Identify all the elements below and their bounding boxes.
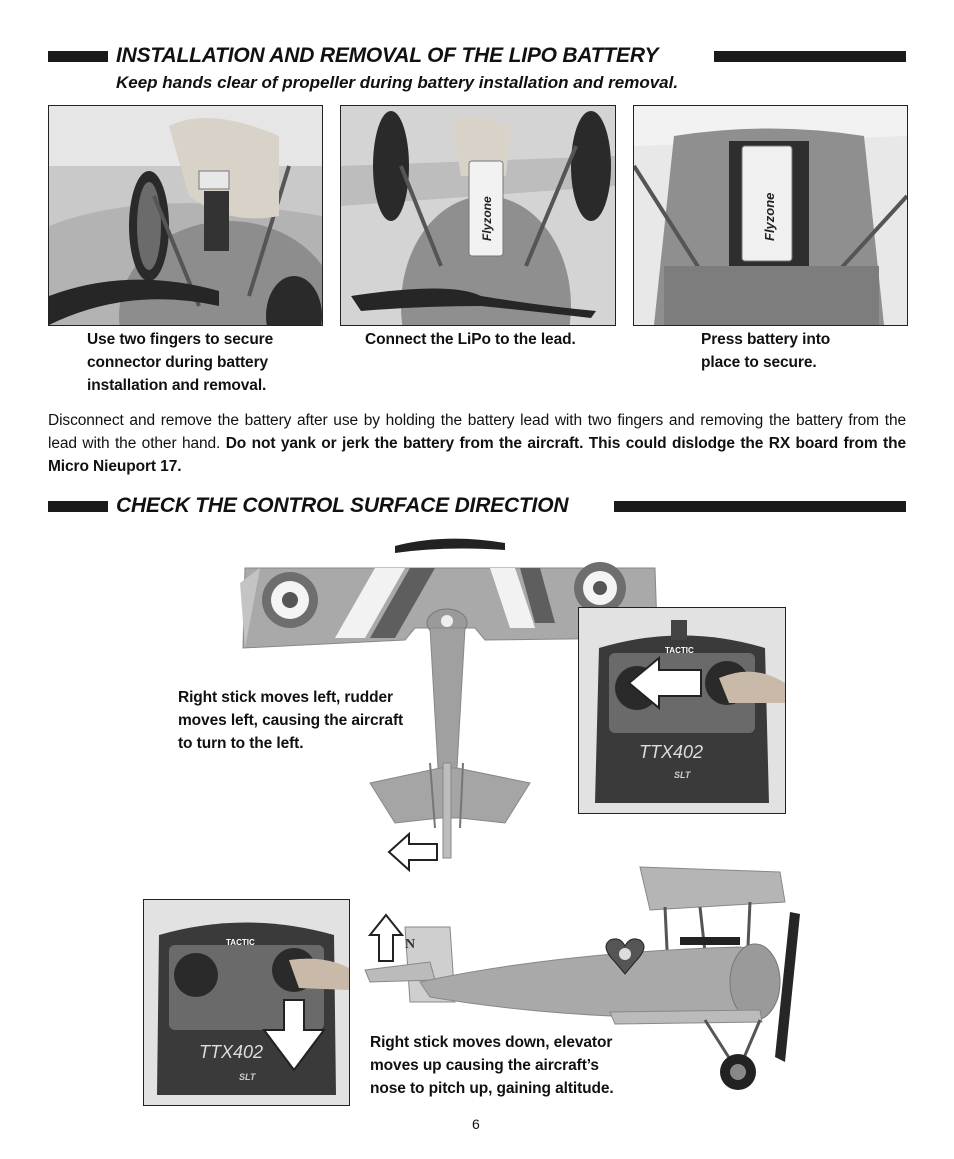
caption-line: Connect the LiPo to the lead. [365,331,576,348]
heading-bar-right [714,51,906,62]
caption-line: Press battery into [701,331,831,348]
battery-label-photo-3: Flyzone [762,192,777,241]
caption-line: Right stick moves down, elevator [370,1034,613,1051]
caption-line: Right stick moves left, rudder [178,689,393,706]
tx1-sub-label: SLT [674,770,691,780]
tx1-model-label: TTX402 [639,742,704,762]
photo-secure-connector [48,105,323,326]
transmitter-left-image [579,608,785,813]
tx2-sub-label: SLT [239,1072,256,1082]
transmitter-down-image [144,900,349,1105]
photo-secure-connector-image [49,106,322,325]
heading-bar-right-2 [614,501,906,512]
caption-line: to turn to the left. [178,735,304,752]
transmitter-photo-down [143,899,350,1106]
caption-photo-3 [701,328,901,374]
heading-bar-left [48,51,108,62]
section-title-control: CHECK THE CONTROL SURFACE DIRECTION [116,494,569,517]
photo-connect-lipo-image [341,106,615,325]
caption-line: place to secure. [701,354,817,371]
caption-line: connector during battery [87,354,269,371]
battery-label-photo-2: Flyzone [480,196,494,241]
plane-tail-letter: N [405,937,416,952]
photo-connect-lipo [340,105,616,326]
caption-line: moves up causing the aircraft’s [370,1057,599,1074]
transmitter-photo-left [578,607,786,814]
caption-line: nose to pitch up, gaining altitude. [370,1080,614,1097]
photo-press-battery-image [634,106,907,325]
tx2-model-label: TTX402 [199,1042,264,1062]
caption-line: moves left, causing the aircraft [178,712,404,729]
elevator-caption [370,1031,670,1100]
caption-line: Use two fingers to secure [87,331,274,348]
page-number: 6 [472,1116,480,1132]
paragraph-normal-text: Disconnect and remove the battery after use by holding the battery lead with two fingers and removing the battery from the lead with the other hand. [48,412,906,452]
rudder-caption [178,686,438,755]
caption-photo-1 [87,328,337,397]
photo-press-battery [633,105,908,326]
caption-line: installation and removal. [87,377,267,394]
tx2-brand-label: TACTIC [226,938,255,947]
section-title-battery: INSTALLATION AND REMOVAL OF THE LIPO BATTERY [116,44,659,67]
paragraph-bold-warning: Do not yank or jerk the battery from the aircraft. This could dislodge the RX board from the Micro Nieuport 17. [48,435,906,475]
heading-bar-left-2 [48,501,108,512]
tx1-brand-label: TACTIC [665,646,694,655]
caption-photo-2 [365,328,615,351]
propeller-warning: Keep hands clear of propeller during battery installation and removal. [116,73,679,92]
battery-removal-paragraph [48,409,906,478]
